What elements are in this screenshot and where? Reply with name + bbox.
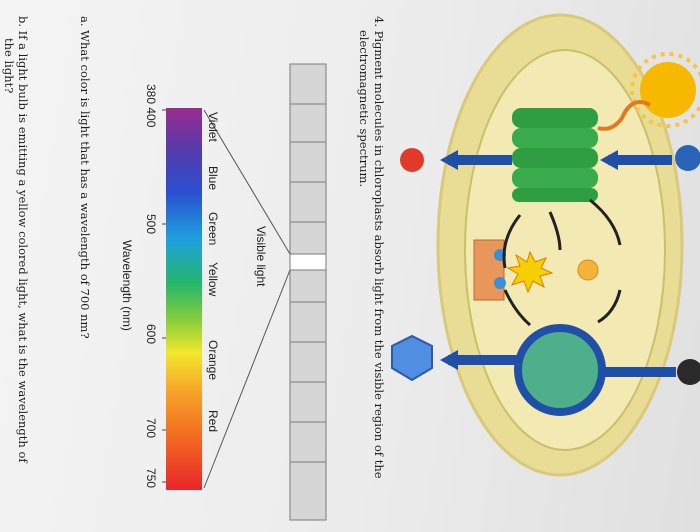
color-label-yellow: Yellow [206,262,220,297]
tick-label-750: 750 [144,468,158,489]
question-number: 4. [372,16,386,27]
visible-spectrum-bar [166,108,202,490]
question-prompt-line2: electromagnetic spectrum. [357,30,371,188]
color-label-red: Red [206,410,220,433]
color-label-violet: Violet [206,112,220,142]
em-spectrum-column [290,64,326,520]
tick-label-700: 700 [144,418,158,439]
color-label-green: Green [206,212,220,246]
visible-light-header: Visible light [254,226,268,287]
tick-label-380-400: 380 400 [144,84,158,128]
wavelength-axis-label: Wavelength (nm) [120,240,134,331]
tick-label-600: 600 [144,324,158,345]
color-label-orange: Orange [206,340,220,381]
question-part-b-line1: b. If a light bulb is emitting a yellow colored light, what is the wavelength of [16,16,30,463]
color-label-blue: Blue [206,166,220,191]
question-line-1 [372,16,386,479]
question-part-b-line2: the light? [2,38,16,94]
question-prompt-line1: Pigment molecules in chloroplasts absorb light from the visible region of the [372,30,386,479]
question-part-a: a. What color is light that has a wavelength of 700 nm? [78,16,92,339]
tick-label-500: 500 [144,214,158,235]
